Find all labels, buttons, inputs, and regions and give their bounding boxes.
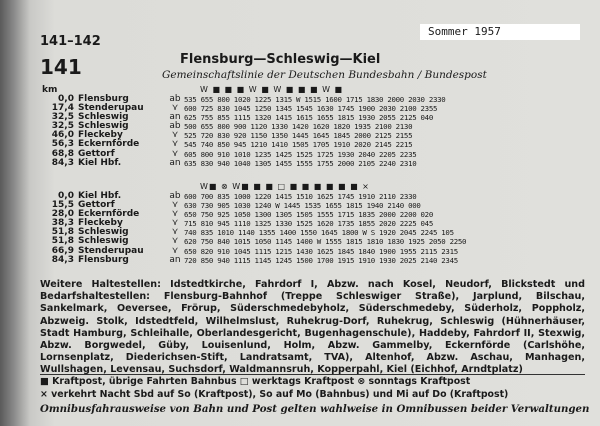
legend-night: × verkehrt Nacht Sbd auf So (Kraftpost), So auf Mo (Bahnbus) und Mi auf Do (Kraftpost) (40, 389, 509, 400)
station-cell: Eckernförde (78, 139, 140, 150)
arrival-departure-cell: ab (169, 191, 181, 201)
divider (40, 374, 585, 375)
footer-note: Omnibusfahrausweise von Bahn und Post gelten wahlweise in Omnibussen beider Verwaltungen (40, 403, 590, 415)
arrival-departure-cell: ⋎ (171, 209, 179, 220)
arrival-departure-cell: ⋎ (171, 148, 179, 159)
km-cell: 17,4 (51, 103, 74, 114)
table-range: 141–142 (40, 34, 101, 49)
times-cell: 605 800 910 1010 1235 1425 1525 1725 1930 2040 2205 2235 (184, 149, 417, 159)
km-cell: 32,5 (51, 112, 74, 123)
km-header: km (42, 85, 58, 95)
arrival-departure-cell: an (169, 157, 181, 168)
arrival-departure-cell: ⋎ (171, 200, 179, 211)
times-cell: 720 850 940 1115 1145 1245 1500 1700 1915 1910 1930 2025 2140 2345 (184, 255, 458, 265)
season-label: Sommer 1957 (420, 24, 580, 40)
times-cell: 600 725 830 1045 1250 1345 1545 1630 1745 1900 2030 2100 2355 (184, 104, 438, 114)
station-cell: Schleswig (78, 236, 129, 247)
section1-markers: W ■ ■ ■ W ■ W ■ ■ ■ W ■ (200, 85, 344, 94)
km-cell: 51,8 (51, 227, 74, 238)
km-cell: 56,3 (51, 139, 74, 150)
km-cell: 32,5 (51, 121, 74, 132)
arrival-departure-cell: ⋎ (171, 218, 179, 229)
station-cell: Gettorf (78, 200, 115, 211)
timetable-section-1 (40, 95, 445, 168)
station-cell: Schleswig (78, 121, 129, 132)
times-cell: 625 755 855 1115 1320 1415 1615 1655 1815 1930 2055 2125 040 (184, 113, 433, 123)
arrival-departure-cell: ⋎ (171, 227, 179, 238)
arrival-departure-cell: ⋎ (171, 103, 179, 114)
station-cell: Schleswig (78, 112, 129, 123)
km-cell: 0,0 (58, 191, 74, 201)
times-cell: 650 750 925 1050 1300 1305 1505 1555 1715 1835 2000 2200 020 (184, 210, 433, 220)
km-cell: 68,8 (51, 148, 74, 159)
km-cell: 46,0 (51, 130, 74, 141)
table-number: 141 (40, 55, 82, 79)
times-cell: 715 810 945 1110 1325 1330 1525 1620 1735 1855 2020 2225 045 (184, 219, 433, 229)
times-cell: 740 835 1010 1140 1355 1400 1550 1645 1800 W S 1920 2045 2245 105 (184, 228, 454, 238)
arrival-departure-cell: ⋎ (171, 139, 179, 150)
times-cell: 620 750 840 1015 1050 1145 1400 W 1555 1815 1810 1830 1925 2050 2250 (184, 237, 467, 247)
station-cell: Stenderupau (78, 103, 144, 114)
station-cell: Stenderupau (78, 245, 144, 256)
km-cell: 66,9 (51, 245, 74, 256)
arrival-departure-cell: ⋎ (171, 245, 179, 256)
arrival-departure-cell: an (169, 112, 181, 123)
station-cell: Flensburg (78, 254, 129, 265)
additional-stops-text: Weitere Haltestellen: Idstedtkirche, Fahrdorf I, Abzw. nach Kosel, Neudorf, Blickstedt und Bedarfshaltestellen: Flensburg-Bahnhof (Treppe Schleswiger Straße), Jarplund, Bilschau, Sankelmark, Oeversee, Frörup, Süderschmedebyholz, Süderschmedeby, Süderholz, Poppholz, Abzweig. Stolk, Idstedtfeld, Wilhelmslust, Ruhekrug-Dorf, Ruhekrug, Schleswig (Hühnerhäuser, Stadt Hamburg, Schleihalle, Oberlandesgericht, Bugenhagenschule), Haddeby, Fahrdorf II, Stexwig, Abzw. Borgwedel, Güby, Louisenlund, Holm, Abzw. Gammelby, Eckernförde (Carlshöhe, Lornsenplatz, Diederichsen-Stift, Landratsamt, TVA), Altenhof, Abzw. Aschau, Manhagen, Wullshagen, Levensau, Suchsdorf, Waldmannsruh, Kopperpahl, Kiel (Eichhof, Arndtplatz) (40, 279, 585, 376)
arrival-departure-cell: ⋎ (171, 236, 179, 247)
arrival-departure-cell: ab (169, 94, 181, 104)
timetable-section-2 (40, 192, 466, 265)
km-cell: 84,3 (51, 157, 74, 168)
table-row (40, 159, 445, 168)
arrival-departure-cell: ab (169, 121, 181, 132)
times-cell: 535 655 800 1020 1225 1315 W 1515 1600 1715 1830 2000 2030 2330 (184, 95, 446, 104)
station-cell: Kiel Hbf. (78, 191, 122, 201)
station-cell: Eckernförde (78, 209, 140, 220)
station-cell: Fleckeby (78, 218, 123, 229)
km-cell: 51,8 (51, 236, 74, 247)
station-cell: Gettorf (78, 148, 115, 159)
km-cell: 0,0 (58, 94, 74, 104)
times-cell: 545 740 850 945 1210 1410 1505 1705 1910 2020 2145 2215 (184, 140, 413, 150)
page-subtitle: Gemeinschaftslinie der Deutschen Bundesbahn / Bundespost (162, 69, 487, 81)
section2-markers: W■ ⊗ W■ ■ ■ □ ■ ■ ■ ■ ■ ■ × (200, 182, 370, 191)
legend-symbols: ■ Kraftpost, übrige Fahrten Bahnbus □ werktags Kraftpost ⊗ sonntags Kraftpost (40, 376, 471, 387)
station-cell: Fleckeby (78, 130, 123, 141)
station-cell: Kiel Hbf. (78, 157, 122, 168)
table-row (40, 256, 466, 265)
km-cell: 28,0 (51, 209, 74, 220)
arrival-departure-cell: an (169, 254, 181, 265)
page-title: Flensburg—Schleswig—Kiel (180, 52, 381, 67)
arrival-departure-cell: ⋎ (171, 130, 179, 141)
times-cell: 525 720 830 920 1150 1350 1445 1645 1845 2000 2125 2155 (184, 131, 413, 141)
station-cell: Schleswig (78, 227, 129, 238)
times-cell: 630 730 905 1030 1240 W 1445 1535 1655 1815 1940 2140 000 (184, 201, 421, 211)
times-cell: 600 700 835 1000 1220 1415 1510 1625 1745 1910 2110 2330 (184, 192, 417, 201)
times-cell: 635 830 940 1040 1305 1455 1555 1755 2000 2105 2240 2310 (184, 158, 417, 168)
km-cell: 84,3 (51, 254, 74, 265)
station-cell: Flensburg (78, 94, 129, 104)
times-cell: 500 655 800 900 1120 1330 1420 1620 1820 1935 2100 2130 (184, 122, 413, 132)
km-cell: 15,5 (51, 200, 74, 211)
times-cell: 650 820 910 1045 1115 1215 1430 1625 1845 1840 1900 1955 2115 2315 (184, 246, 458, 256)
km-cell: 38,3 (51, 218, 74, 229)
